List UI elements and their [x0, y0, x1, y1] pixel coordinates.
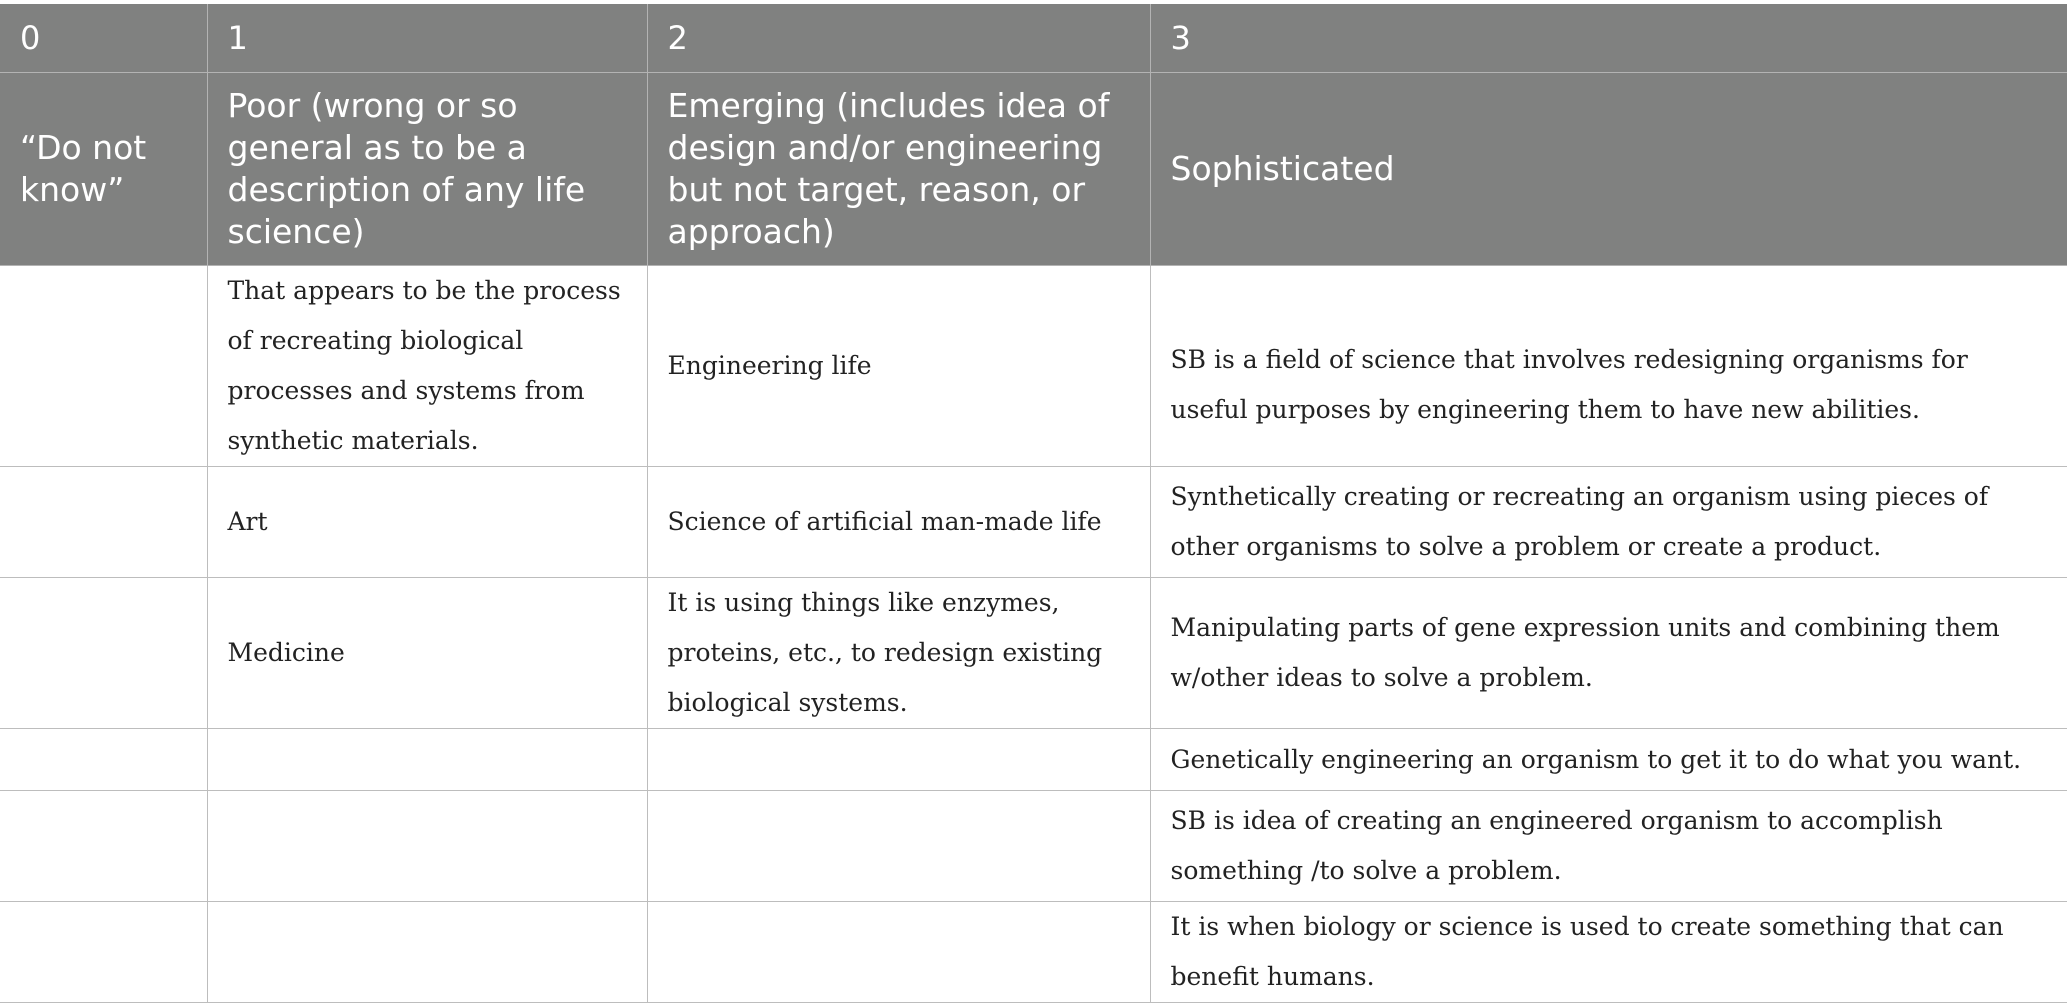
table-row [0, 467, 2067, 578]
table-cell: Synthetically creating or recreating an organism using pieces of other organisms to solve a problem or create a product. [1150, 467, 2067, 578]
table-cell: It is using things like enzymes, proteins, etc., to redesign existing biological systems. [647, 578, 1150, 729]
table-cell [647, 902, 1150, 1003]
table-row [0, 578, 2067, 729]
table-cell [647, 791, 1150, 902]
table-cell: Engineering life [647, 266, 1150, 467]
table-cell: Medicine [207, 578, 647, 729]
table-cell [207, 902, 647, 1003]
score-label-row [0, 73, 2067, 266]
score-label-do-not-know: “Do not know” [0, 73, 207, 266]
score-number-row [0, 4, 2067, 73]
table-cell: That appears to be the process of recreating biological processes and systems from synthetic materials. [207, 266, 647, 467]
table-cell [647, 729, 1150, 791]
table-cell: Genetically engineering an organism to get it to do what you want. [1150, 729, 2067, 791]
score-label-sophisticated: Sophisticated [1150, 73, 2067, 266]
table-cell [0, 578, 207, 729]
table-cell: Science of artificial man-made life [647, 467, 1150, 578]
score-label-poor: Poor (wrong or so general as to be a description of any life science) [207, 73, 647, 266]
table-row [0, 902, 2067, 1003]
score-number-2: 2 [647, 4, 1150, 73]
rubric-table [0, 4, 2067, 1003]
table-cell [0, 729, 207, 791]
table-cell [207, 729, 647, 791]
score-number-0: 0 [0, 4, 207, 73]
table-cell: Manipulating parts of gene expression units and combining them w/other ideas to solve a problem. [1150, 578, 2067, 729]
table-cell [0, 902, 207, 1003]
table-cell [0, 266, 207, 467]
table-cell: It is when biology or science is used to create something that can benefit humans. [1150, 902, 2067, 1003]
table-cell [207, 791, 647, 902]
table-cell [0, 791, 207, 902]
table-cell: SB is a field of science that involves redesigning organisms for useful purposes by engineering them to have new abilities. [1150, 266, 2067, 467]
table-row [0, 266, 2067, 467]
table-cell: SB is idea of creating an engineered organism to accomplish something /to solve a problem. [1150, 791, 2067, 902]
score-number-1: 1 [207, 4, 647, 73]
table-header [0, 4, 2067, 266]
table-row [0, 729, 2067, 791]
table-body [0, 266, 2067, 1003]
table-cell: Art [207, 467, 647, 578]
table-cell [0, 467, 207, 578]
score-number-3: 3 [1150, 4, 2067, 73]
table-row [0, 791, 2067, 902]
score-label-emerging: Emerging (includes idea of design and/or engineering but not target, reason, or approach) [647, 73, 1150, 266]
